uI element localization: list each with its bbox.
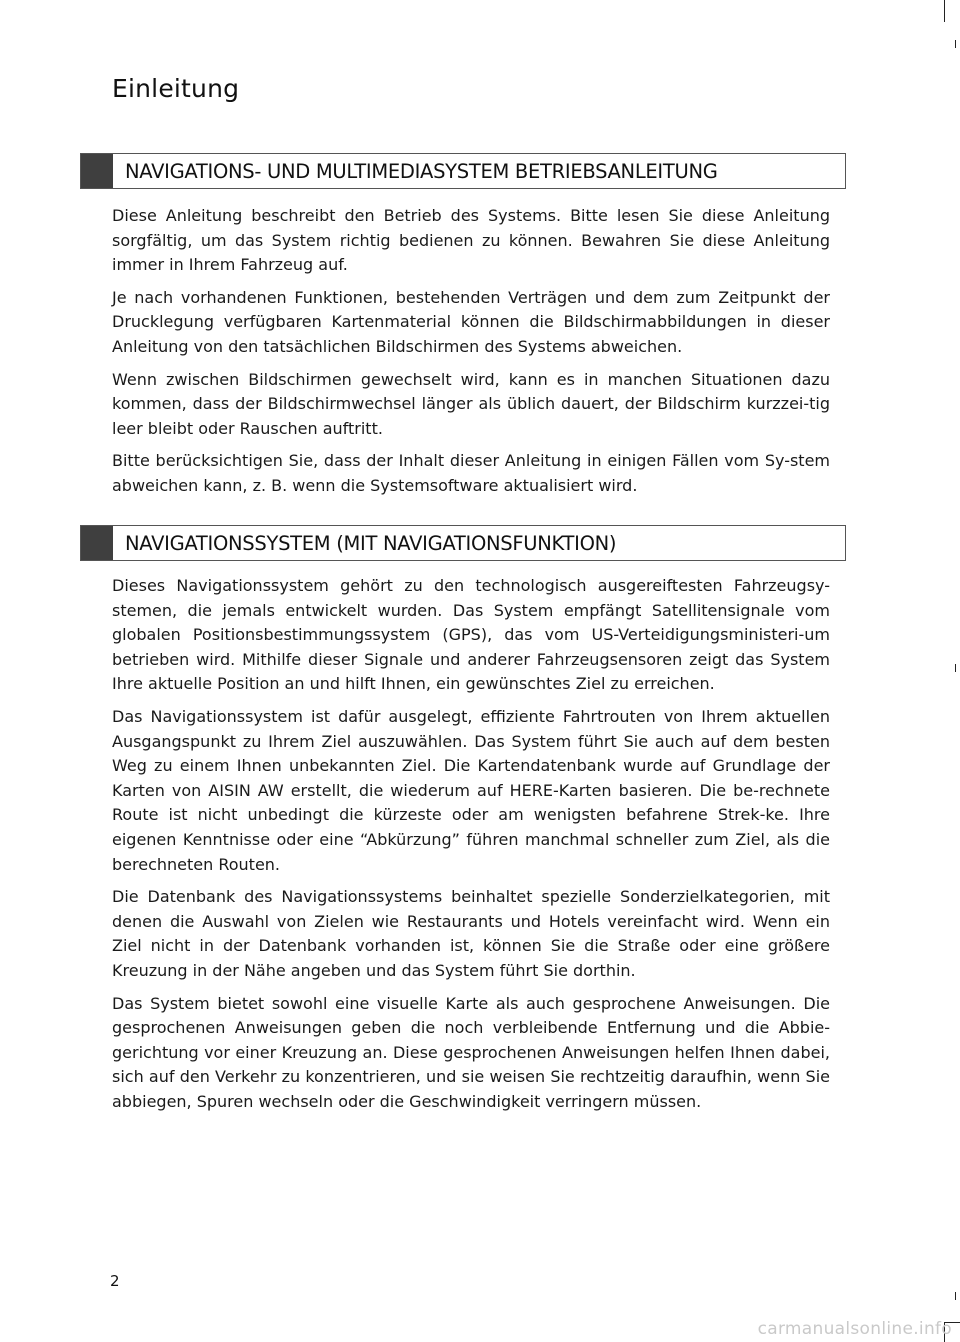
section-header-bar [81,526,113,560]
section-body-manual [112,204,830,507]
section-header-manual [80,153,846,189]
paragraph: Wenn zwischen Bildschirmen gewechselt wird, kann es in manchen Situationen dazu kommen, dass der Bildschirmwechsel länger als üblich dauert, der Bildschirm kurzzei-tig leer bleibt oder Rauschen auftritt. [112,369,830,438]
section-header-bar [81,154,113,188]
crop-mark-bottom-right-tick [955,1292,956,1300]
paragraph: Diese Anleitung beschreibt den Betrieb des Systems. Bitte lesen Sie diese Anleitung sorgfältig, um das System richtig bedienen zu können. Bewahren Sie diese Anleitung immer in Ihrem Fahrzeug auf. [112,206,830,275]
paragraph: Bitte berücksichtigen Sie, dass der Inhalt dieser Anleitung in einigen Fällen vom Sy-stem abweichen kann, z. B. wenn die Systemsoftware aktualisiert wird. [112,451,830,495]
paragraph: Das Navigationssystem ist dafür ausgelegt, effiziente Fahrtrouten von Ihrem aktuellen Ausgangspunkt zu Ihrem Ziel auszuwählen. Das System führt Sie auch auf dem besten Weg zu einem Ihnen unbekannten Ziel. Die Kartendatenbank wurde auf Grundlage der Karten von AISIN AW erstellt, die wiederum auf HERE-Karten basieren. Die be-rechnete Route ist nicht unbedingt die kürzeste oder am wenigsten befahrene Strek-ke. Ihre eigenen Kenntnisse oder eine “Abkürzung” führen manchmal schneller zum Ziel, als die berechneten Routen. [112,706,830,874]
paragraph: Die Datenbank des Navigationssystems beinhaltet spezielle Sonderzielkategorien, mit denen die Auswahl von Zielen wie Restaurants und Hotels vereinfacht wird. Wenn ein Ziel nicht in der Datenbank vorhanden ist, können Sie die Straße oder eine größere Kreuzung in der Nähe angeben und das System führt Sie dorthin. [112,887,830,980]
section-heading: NAVIGATIONSSYSTEM (MIT NAVIGATIONSFUNKTION) [125,531,617,555]
section-header-navigation [80,525,846,561]
section-heading: NAVIGATIONS- UND MULTIMEDIASYSTEM BETRIEBSANLEITUNG [125,159,718,183]
watermark: carmanualsonline.info [757,1319,952,1339]
crop-mark-top-right-vertical [944,0,945,22]
paragraph: Dieses Navigationssystem gehört zu den technologisch ausgereiftesten Fahrzeugsy-stemen, die jemals entwickelt wurden. Das System empfängt Satellitensignale vom globalen Positionsbestimmungssystem (GPS), das vom US-Verteidigungsministeri-um betrieben wird. Mithilfe dieser Signale und anderer Fahrzeugsensoren zeigt das System Ihre aktuelle Position an und hilft Ihnen, ein gewünschtes Ziel zu erreichen. [112,576,830,694]
section-body-navigation [112,574,830,1122]
page-number: 2 [110,1272,120,1290]
page-title: Einleitung [112,74,240,103]
crop-mark-right-mid-tick [955,664,956,672]
paragraph: Je nach vorhandenen Funktionen, bestehenden Verträgen und dem zum Zeitpunkt der Drucklegung verfügbaren Kartenmaterial können die Bildschirmabbildungen in dieser Anleitung von den tatsächlichen Bildschirmen des Systems abweichen. [112,287,830,356]
paragraph: Das System bietet sowohl eine visuelle Karte als auch gesprochene Anweisungen. Die gesprochenen Anweisungen geben die noch verbleibende Entfernung und die Abbie-gerichtung vor einer Kreuzung an. Diese gesprochenen Anweisungen helfen Ihnen dabei, sich auf den Verkehr zu konzentrieren, und sie weisen Sie rechtzeitig daraufhin, wenn Sie abbiegen, Spuren wechseln oder die Geschwindigkeit verringern müssen. [112,993,830,1111]
crop-mark-top-right-tick [955,40,956,48]
